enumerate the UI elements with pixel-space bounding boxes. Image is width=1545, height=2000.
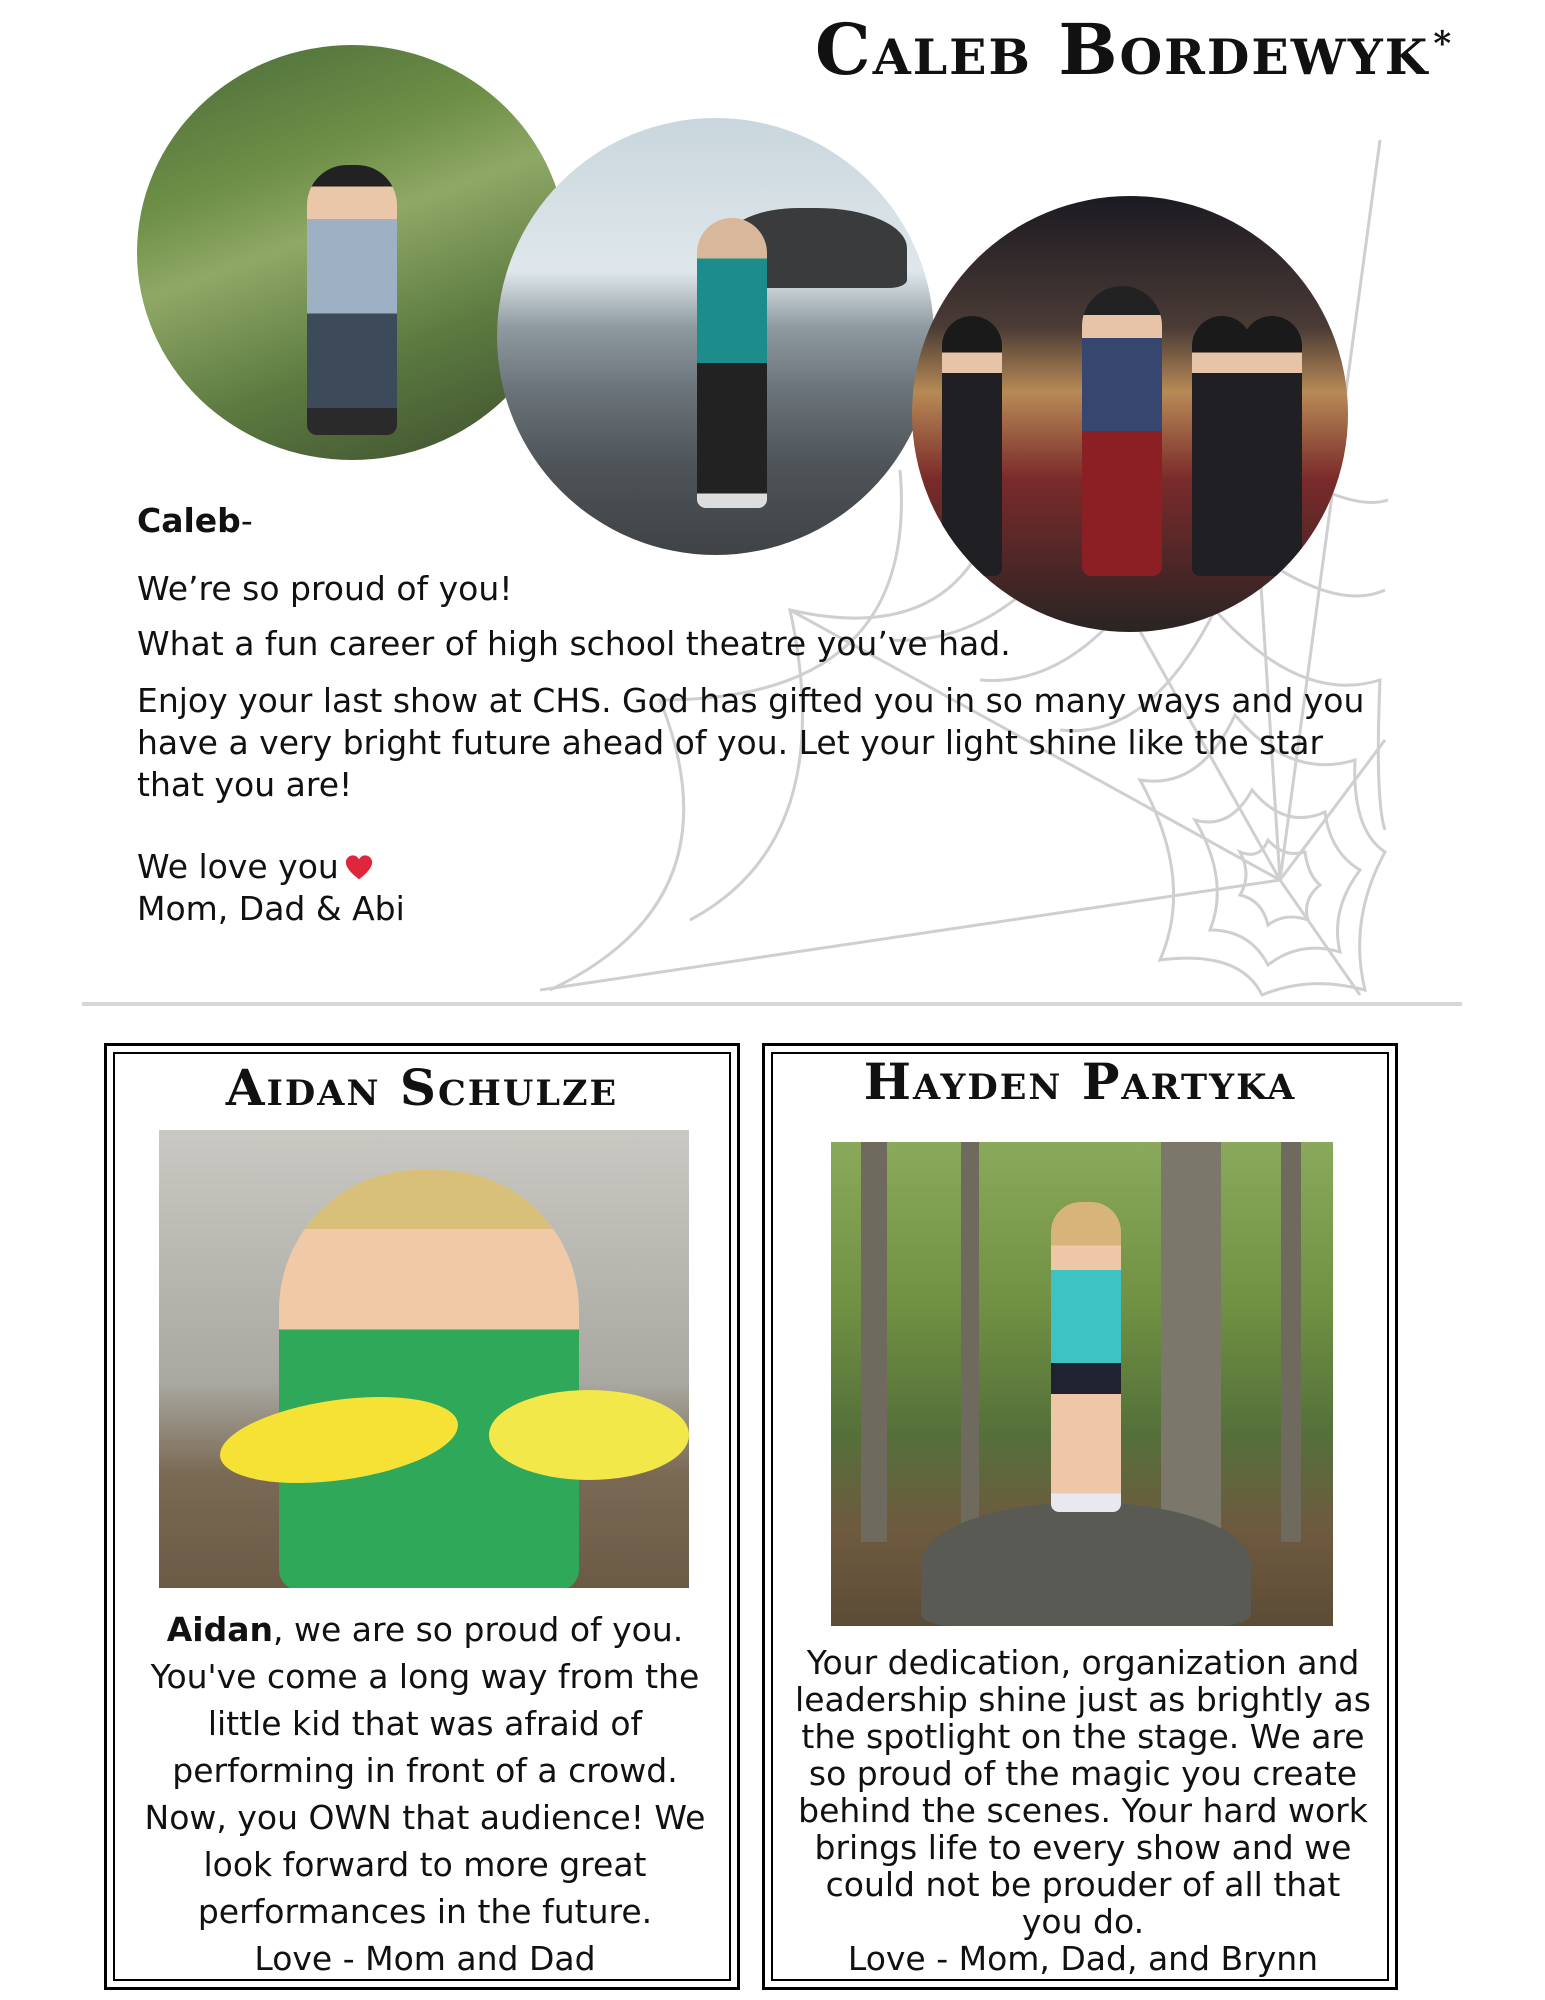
hayden-title: Hayden Partyka — [863, 1052, 1297, 1111]
aidan-title: Aidan Schulze — [225, 1058, 619, 1117]
signature: Mom, Dad & Abi — [137, 889, 405, 928]
caleb-title: Caleb Bordewyk * — [815, 8, 1454, 91]
hiking-photo — [137, 45, 567, 460]
love-line: We love you — [137, 846, 373, 888]
hayden-signature: Love - Mom, Dad, and Brynn — [847, 1939, 1319, 1978]
heart-icon — [345, 854, 373, 882]
aidan-card — [104, 1043, 740, 1990]
message-paragraph: Enjoy your last show at CHS. God has gifted you in so many ways and you have a very bright future ahead of you. Let your light shine like the star that you are! — [137, 681, 1365, 804]
section-divider — [82, 1002, 1462, 1006]
aidan-photo — [159, 1130, 689, 1588]
hayden-card — [762, 1043, 1398, 1990]
hayden-message: Your dedication, organization and leadership shine just as brightly as the spotlight on the stage. We are so proud of the magic you create behind the scenes. Your hard work brings life to every show and we could not be prouder of all that you do. Love - Mom, Dad, and Brynn — [785, 1644, 1381, 1977]
stage-photo — [912, 196, 1348, 632]
beach-photo — [497, 118, 934, 555]
greeting: Caleb- — [137, 501, 253, 540]
aidan-message: Aidan, we are so proud of you. You've come a long way from the little kid that was afraid of performing in front of a crowd. Now, you OWN that audience! We look forward to more great performances in the future. Love - Mom and Dad — [127, 1606, 723, 1982]
aidan-signature: Love - Mom and Dad — [254, 1939, 596, 1978]
hayden-photo — [831, 1142, 1333, 1626]
message-line-1: We’re so proud of you! — [137, 569, 513, 608]
message-line-2: What a fun career of high school theatre you’ve had. — [137, 624, 1011, 663]
